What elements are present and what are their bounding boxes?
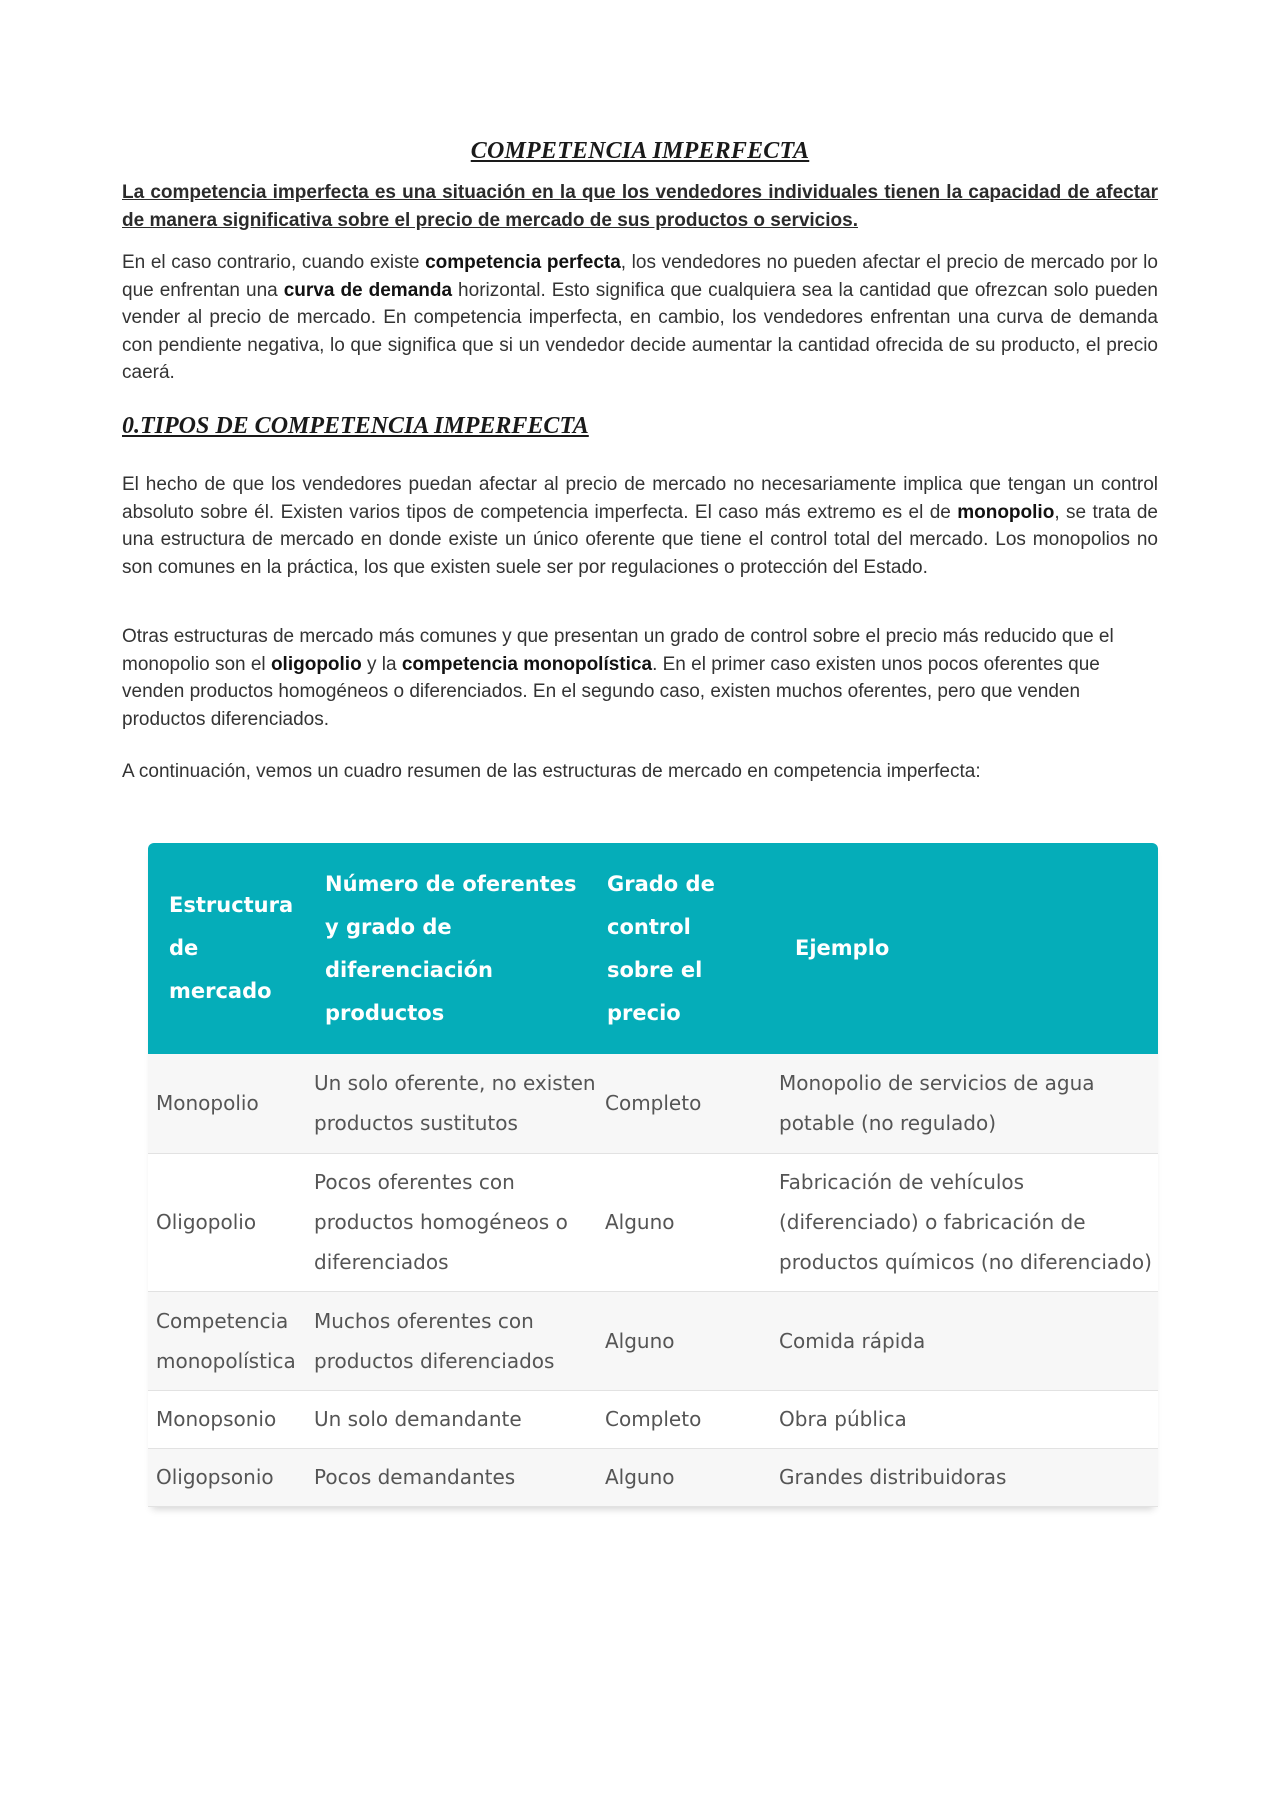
table-cell: Un solo demandante: [306, 1390, 597, 1448]
table-cell: Alguno: [597, 1448, 767, 1506]
market-structures-table: [148, 843, 1158, 1507]
table-cell: Muchos oferentes con productos diferenciados: [306, 1291, 597, 1390]
text-span: , se trata de una estructura de mercado en donde existe un único oferente que tiene el control total del mercado. Los monopolios no son comunes en la práctica, los que existen suele ser por regulaciones o protección del Estado.: [122, 501, 1158, 578]
bold-term-monopolio: monopolio: [957, 501, 1055, 523]
table-cell: Oligopolio: [148, 1153, 306, 1291]
table-cell: Grandes distribuidoras: [767, 1448, 1158, 1506]
header-ejemplo: Ejemplo: [795, 936, 890, 960]
table-row: [148, 1291, 1158, 1390]
text-span: Otras estructuras de mercado más comunes y que presentan un grado de control sobre el precio más reducido que el monopolio son el: [122, 626, 1114, 675]
text-span: El hecho de que los vendedores puedan afectar al precio de mercado no necesariamente implica que tengan un control absoluto sobre él. Existen varios tipos de competencia imperfecta. El caso más extremo es el de: [122, 474, 1158, 523]
table-cell: Obra pública: [767, 1390, 1158, 1448]
paragraph-monopoly: [122, 471, 1158, 581]
paragraph-other-structures: [122, 623, 1158, 733]
bold-term-curva-de-demanda: curva de demanda: [283, 279, 453, 301]
table-cell: Pocos demandantes: [306, 1448, 597, 1506]
section-heading: 0.TIPOS DE COMPETENCIA IMPERFECTA: [122, 413, 589, 439]
bold-term-competencia-monopolistica: competencia monopolística: [401, 653, 653, 675]
lead-paragraph: La competencia imperfecta es una situación en la que los vendedores individuales tienen la capacidad de afectar de manera significativa sobre el precio de mercado de sus productos o servicios.: [122, 182, 1158, 231]
paragraph-table-intro: A continuación, vemos un cuadro resumen de las estructuras de mercado en competencia imperfecta:: [122, 761, 981, 782]
paragraph-perfect-competition: [122, 249, 1158, 387]
table-cell: Completo: [597, 1054, 767, 1153]
summary-table-container: [148, 843, 1158, 1507]
table-cell: Alguno: [597, 1291, 767, 1390]
text-span: horizontal. Esto significa que cualquiera sea la cantidad que ofrezcan solo pueden vender al precio de mercado. En competencia imperfecta, en cambio, los vendedores enfrentan una curva de demanda con pendiente negativa, lo que significa que si un vendedor decide aumentar la cantidad ofrecida de su producto, el precio caerá.: [122, 279, 1158, 383]
table-row: [148, 1448, 1158, 1506]
header-estructura: Estructura de mercado: [169, 893, 294, 1003]
document-title: COMPETENCIA IMPERFECTA: [470, 138, 810, 165]
table-cell: Comida rápida: [767, 1291, 1158, 1390]
text-span: , los vendedores no pueden afectar el precio de mercado por lo que enfrentan una: [122, 252, 1158, 301]
table-cell: Alguno: [597, 1153, 767, 1291]
text-span: y la: [361, 653, 402, 675]
table-cell: Pocos oferentes con productos homogéneos o diferenciados: [306, 1153, 597, 1291]
table-cell: Fabricación de vehículos (diferenciado) o fabricación de productos químicos (no diferenciado): [767, 1153, 1158, 1291]
table-row: [148, 1054, 1158, 1153]
table-row: [148, 1153, 1158, 1291]
table-cell: Un solo oferente, no existen productos sustitutos: [306, 1054, 597, 1153]
bold-term-oligopolio: oligopolio: [270, 653, 362, 675]
text-span: . En el primer caso existen unos pocos oferentes que venden productos homogéneos o diferenciados. En el segundo caso, existen muchos oferentes, pero que venden productos diferenciados.: [122, 653, 1100, 730]
text-span: En el caso contrario, cuando existe: [122, 252, 426, 273]
table-cell: Monopolio de servicios de agua potable (no regulado): [767, 1054, 1158, 1153]
bold-term-competencia-perfecta: competencia perfecta: [425, 252, 621, 273]
table-cell: Oligopsonio: [148, 1448, 306, 1506]
table-cell: Completo: [597, 1390, 767, 1448]
table-header-row: [148, 843, 1158, 1054]
header-numero-oferentes: Número de oferentes y grado de diferenciación productos: [325, 871, 577, 1025]
header-grado-control: Grado de control sobre el precio: [607, 871, 715, 1025]
table-cell: Monopsonio: [148, 1390, 306, 1448]
table-cell: Competencia monopolística: [148, 1291, 306, 1390]
table-row: [148, 1390, 1158, 1448]
table-cell: Monopolio: [148, 1054, 306, 1153]
